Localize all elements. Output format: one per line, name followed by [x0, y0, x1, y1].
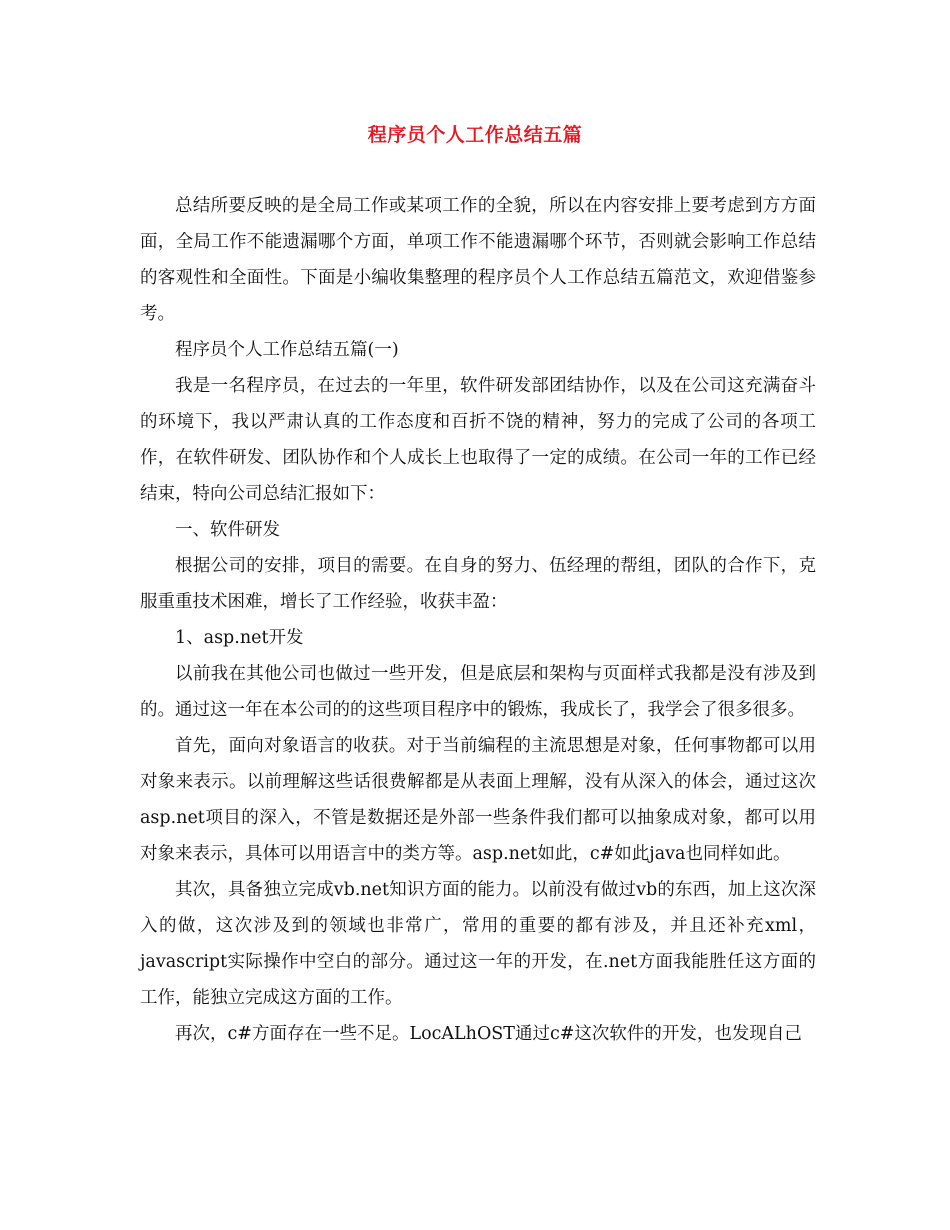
- body-paragraph: 其次，具备独立完成vb.net知识方面的能力。以前没有做过vb的东西，加上这次深入的做，这次涉及到的领域也非常广，常用的重要的都有涉及，并且还补充xml，javascript实际操作中空白的部分。通过这一年的开发，在.net方面我能胜任这方面的工作，能独立完成这方面的工作。: [140, 880, 816, 1008]
- intro-paragraph: 总结所要反映的是全局工作或某项工作的全貌，所以在内容安排上要考虑到方方面面，全局工作不能遗漏哪个方面，单项工作不能遗漏哪个环节，否则就会影响工作总结的客观性和全面性。下面是小编收集整理的程序员个人工作总结五篇范文，欢迎借鉴参考。: [140, 196, 816, 324]
- section-heading: 程序员个人工作总结五篇(一): [175, 340, 399, 360]
- body-paragraph: 以前我在其他公司也做过一些开发，但是底层和架构与页面样式我都是没有涉及到的。通过这一年在本公司的的这些项目程序中的锻炼，我成长了，我学会了很多很多。: [140, 664, 816, 720]
- body-paragraph: 根据公司的安排，项目的需要。在自身的努力、伍经理的帮组，团队的合作下，克服重重技术困难，增长了工作经验，收获丰盈：: [140, 556, 816, 612]
- body-paragraph: 再次，c#方面存在一些不足。LocALhOST通过c#这次软件的开发，也发现自己: [175, 1024, 802, 1044]
- document-title: 程序员个人工作总结五篇: [367, 124, 583, 146]
- body-paragraph: 我是一名程序员，在过去的一年里，软件研发部团结协作，以及在公司这充满奋斗的环境下，我以严肃认真的工作态度和百折不饶的精神，努力的完成了公司的各项工作，在软件研发、团队协作和个人成长上也取得了一定的成绩。在公司一年的工作已经结束，特向公司总结汇报如下：: [140, 376, 816, 504]
- body-paragraph: 首先，面向对象语言的收获。对于当前编程的主流思想是对象，任何事物都可以用对象来表示。以前理解这些话很费解都是从表面上理解，没有从深入的体会，通过这次asp.net项目的深入，不管是数据还是外部一些条件我们都可以抽象成对象，都可以用对象来表示，具体可以用语言中的类方等。asp.net如此，c#如此java也同样如此。: [140, 736, 816, 864]
- document-body: [140, 188, 816, 1052]
- subsection-heading: 一、软件研发: [175, 520, 280, 540]
- subsection-heading: 1、asp.net开发: [175, 628, 304, 648]
